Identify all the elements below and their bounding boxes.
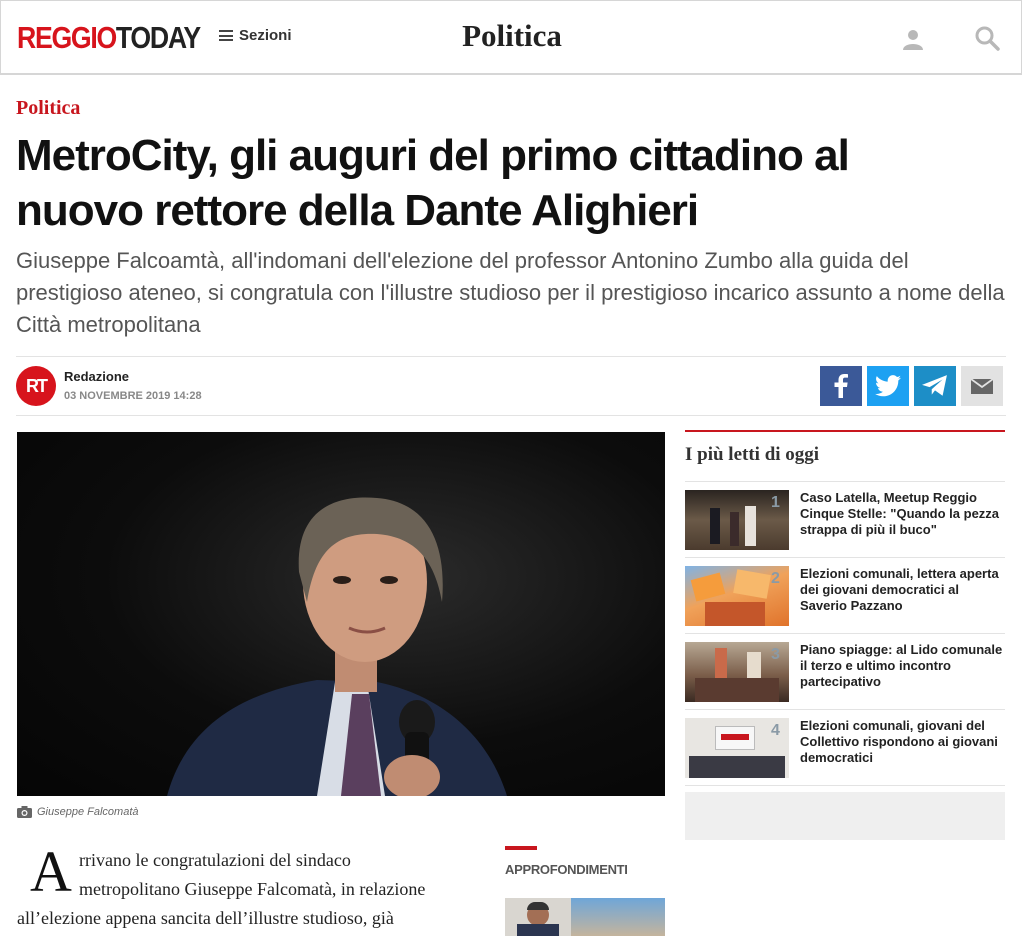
related-heading: APPROFONDIMENTI (505, 862, 628, 877)
most-read-item[interactable] (685, 482, 1005, 558)
most-read-headline: Piano spiagge: al Lido comunale il terzo e ultimo incontro partecipativo (800, 642, 1003, 689)
most-read-item[interactable] (685, 710, 1005, 786)
mail-icon (971, 379, 993, 394)
most-read-headline: Caso Latella, Meetup Reggio Cinque Stelle: "Quando la pezza strappa di più il buco" (800, 490, 1000, 537)
sidebar-accent (685, 430, 1005, 432)
article-category[interactable]: Politica (16, 97, 81, 119)
publish-date: 03 NOVEMBRE 2019 14:28 (64, 390, 202, 402)
sections-menu-label: Sezioni (239, 27, 292, 44)
logo-reggio: REGGIO (17, 20, 116, 55)
image-caption (17, 806, 139, 818)
logo-today: TODAY (115, 20, 200, 55)
most-read-rank: 1 (771, 494, 780, 511)
most-read-headline: Elezioni comunali, lettera aperta dei giovani democratici al Saverio Pazzano (800, 566, 999, 613)
telegram-icon (922, 375, 948, 397)
sections-menu-button[interactable] (219, 27, 292, 44)
section-title: Politica (462, 18, 562, 53)
body-line-3: all’elezione appena sancita dell’illustre studioso, già (17, 908, 394, 928)
most-read-rank: 3 (771, 646, 780, 663)
most-read-rank: 4 (771, 722, 780, 739)
related-thumbnail[interactable] (505, 898, 665, 936)
hamburger-icon (219, 30, 233, 41)
author-name[interactable]: Redazione (64, 369, 130, 384)
share-telegram-button[interactable] (914, 366, 956, 406)
share-facebook-button[interactable] (820, 366, 862, 406)
top-bar (0, 0, 1022, 75)
most-read-headline: Elezioni comunali, giovani del Collettivo rispondono ai giovani democratici (800, 718, 998, 765)
ad-placeholder (685, 792, 1005, 840)
most-read-rank: 2 (771, 570, 780, 587)
most-read-title: I più letti di oggi (685, 444, 820, 465)
search-icon[interactable] (974, 25, 1000, 51)
article-image[interactable] (17, 432, 665, 796)
article-subtitle: Giuseppe Falcoamtà, all'indomani dell'elezione del professor Antonino Zumbo alla guida del prestigioso ateneo, si congratula con l'illustre studioso per il prestigioso incarico assunto a nome della Città metropolitana (16, 248, 1005, 337)
site-logo[interactable] (17, 21, 200, 55)
body-line-2: metropolitano Giuseppe Falcomatà, in relazione (79, 879, 426, 899)
speaker-photo (17, 432, 665, 796)
twitter-icon (875, 375, 901, 397)
most-read-item[interactable] (685, 634, 1005, 710)
related-accent (505, 846, 537, 850)
share-twitter-button[interactable] (867, 366, 909, 406)
user-icon[interactable] (901, 27, 925, 51)
facebook-icon (834, 374, 848, 398)
share-email-button[interactable] (961, 366, 1003, 406)
body-line-1: rrivano le congratulazioni del sindaco (79, 850, 351, 870)
author-avatar: RT (16, 366, 56, 406)
byline (16, 356, 1006, 416)
most-read-item[interactable] (685, 558, 1005, 634)
image-caption-text: Giuseppe Falcomatà (37, 806, 139, 818)
article-headline: MetroCity, gli auguri del primo cittadino al nuovo rettore della Dante Alighieri (16, 131, 849, 235)
camera-icon (17, 806, 32, 818)
drop-cap: A (30, 839, 72, 904)
